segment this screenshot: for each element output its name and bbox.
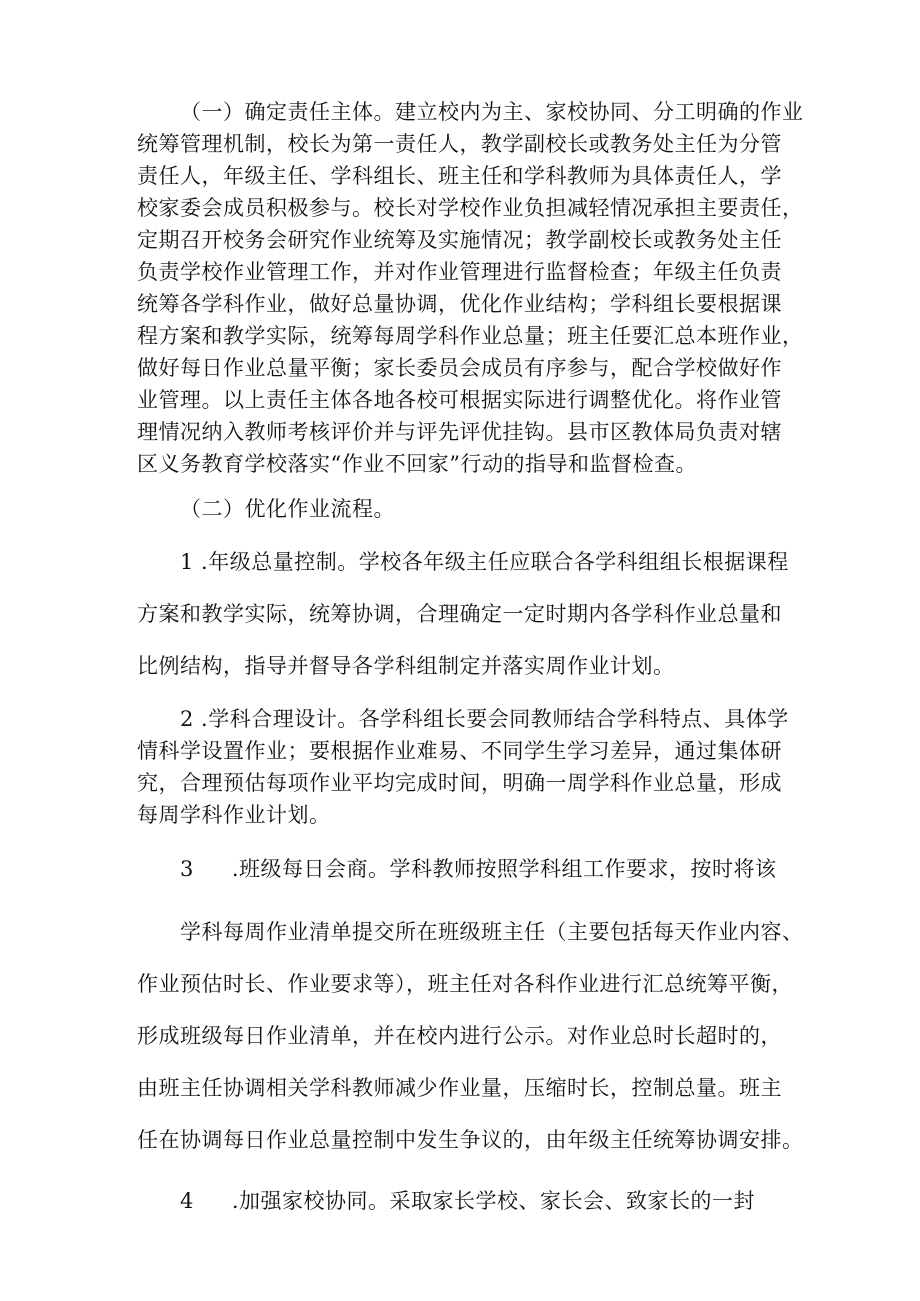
- paragraph-line: 每周学科作业计划。: [137, 803, 331, 827]
- item-4-lead-text: .加强家校协同。采取家长学校、家长会、致家长的一封: [231, 1189, 756, 1213]
- paragraph-line: 责任人，年级主任、学科组长、班主任和学科教师为具体责任人，学: [137, 164, 782, 188]
- paragraph-line: 程方案和教学实际，统筹每周学科作业总量；班主任要汇总本班作业，: [137, 324, 804, 348]
- paragraph-line: 形成班级每日作业清单，并在校内进行公示。对作业总时长超时的，: [137, 1024, 782, 1048]
- paragraph-line: 作业预估时长、作业要求等），班主任对各科作业进行汇总统筹平衡，: [137, 972, 793, 996]
- paragraph-line: （一）确定责任主体。建立校内为主、家校协同、分工明确的作业: [180, 100, 804, 124]
- item-4-first-line: [180, 1187, 755, 1215]
- paragraph-line: 统筹各学科作业，做好总量协调，优化作业结构；学科组长要根据课: [137, 292, 782, 316]
- paragraph-line: 统筹管理机制，校长为第一责任人，教学副校长或教务处主任为分管: [137, 132, 782, 156]
- item-3-lead-text: .班级每日会商。学科教师按照学科组工作要求，按时将该: [231, 857, 777, 881]
- paragraph-line: 情科学设置作业；要根据作业难易、不同学生学习差异，通过集体研: [137, 739, 782, 763]
- paragraph-line: 方案和教学实际，统筹协调，合理确定一定时期内各学科作业总量和: [137, 602, 782, 626]
- item-4-number: 4: [180, 1189, 194, 1213]
- paragraph-line: 校家委会成员积极参与。校长对学校作业负担减轻情况承担主要责任，: [137, 196, 804, 220]
- paragraph-line: 理情况纳入教师考核评价并与评先评优挂钩。县市区教体局负责对辖: [137, 420, 782, 444]
- paragraph-line: 区义务教育学校落实“作业不回家”行动的指导和监督检查。: [137, 452, 697, 476]
- paragraph-line: 2 .学科合理设计。各学科组长要会同教师结合学科特点、具体学: [180, 707, 789, 731]
- paragraph-line: 1 .年级总量控制。学校各年级主任应联合各学科组组长根据课程: [180, 550, 789, 574]
- paragraph-line: 由班主任协调相关学科教师减少作业量，压缩时长，控制总量。班主: [137, 1076, 782, 1100]
- section-2-heading: （二）优化作业流程。: [180, 497, 395, 521]
- paragraph-line: 做好每日作业总量平衡；家长委员会成员有序参与，配合学校做好作: [137, 356, 782, 380]
- item-3-first-line: [180, 855, 777, 883]
- paragraph-line: 定期召开校务会研究作业统筹及实施情况；教学副校长或教务处主任: [137, 228, 782, 252]
- paragraph-line: 业管理。以上责任主体各地各校可根据实际进行调整优化。将作业管: [137, 388, 782, 412]
- paragraph-line: 比例结构，指导并督导各学科组制定并落实周作业计划。: [137, 654, 675, 678]
- paragraph-line: 究，合理预估每项作业平均完成时间，明确一周学科作业总量，形成: [137, 771, 782, 795]
- paragraph-line: 负责学校作业管理工作，并对作业管理进行监督检查；年级主任负责: [137, 260, 782, 284]
- paragraph-line: 任在协调每日作业总量控制中发生争议的，由年级主任统筹协调安排。: [137, 1128, 804, 1152]
- item-3-number: 3: [180, 857, 194, 881]
- paragraph-line: 学科每周作业清单提交所在班级班主任（主要包括每天作业内容、: [180, 920, 804, 944]
